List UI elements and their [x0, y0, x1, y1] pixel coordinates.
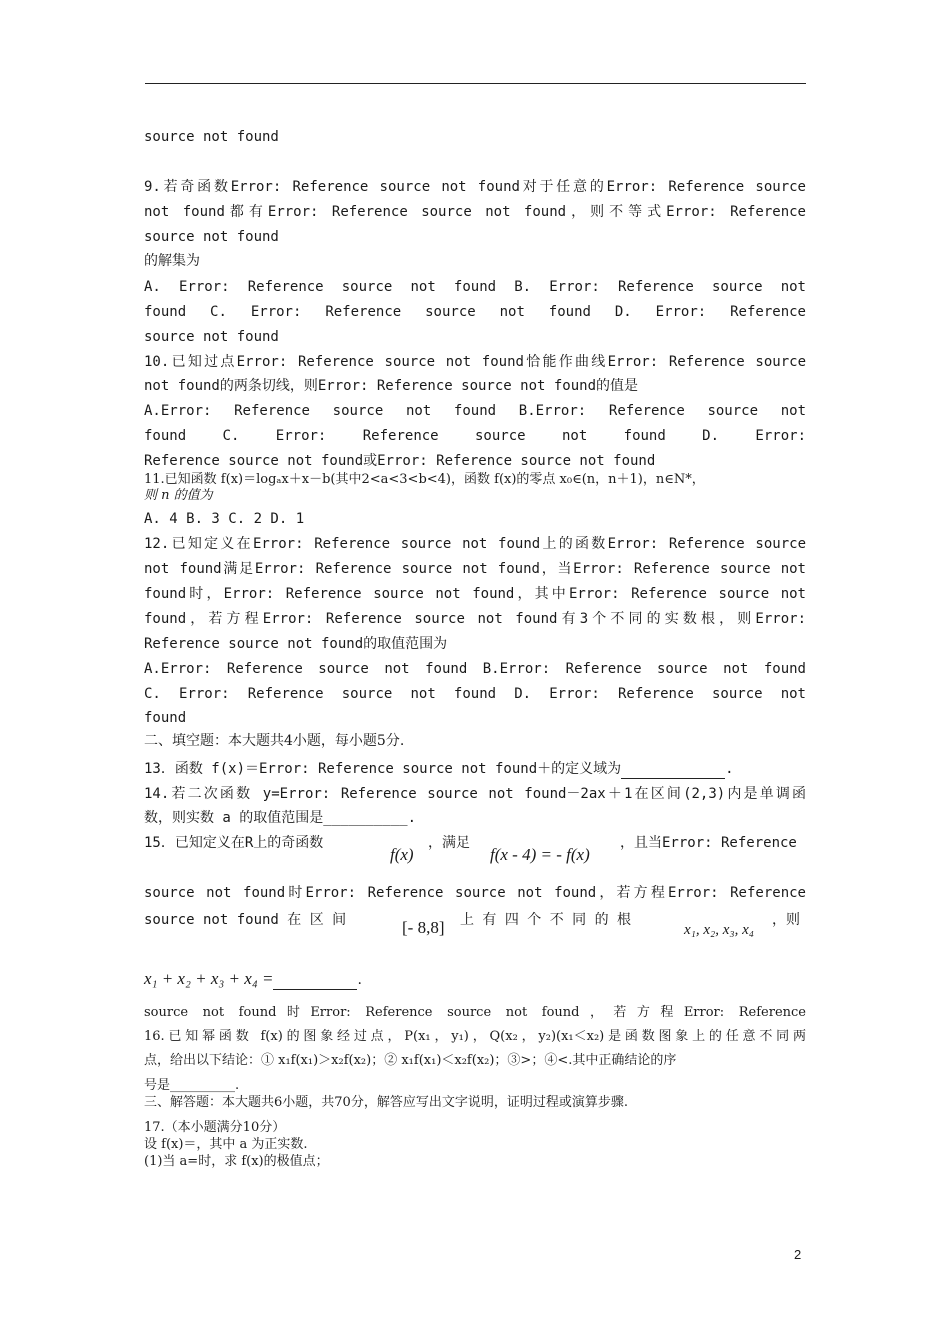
answer-blank	[621, 760, 725, 779]
text-line: not found的两条切线，则Error: Reference source not found的值是	[144, 378, 639, 394]
option-line: found C. Error: Reference source not found D. Error:	[144, 428, 806, 444]
option-line: A. 4 B. 3 C. 2 D. 1	[144, 511, 305, 527]
q15-fx: f(x)	[390, 845, 414, 864]
text-line: 的解集为	[144, 253, 200, 269]
option-line: Reference source not found或Error: Reference source not found	[144, 453, 656, 469]
text-line: source not found	[144, 129, 279, 145]
text-line: 16.已知幂函数 f(x)的图象经过点，P(x₁，y₁)，Q(x₂，y₂)(x₁＜x₂)是函数图象上的任意不同两	[144, 1029, 806, 1044]
question-11: 11.已知函数 f(x)＝logₐx＋x－b(其中2<a<3<b<4)，函数 f(x)的零点 x₀∈(n，n＋1)，n∈N*，	[144, 472, 705, 487]
text-line: not found都有Error: Reference source not found，则不等式Error: Reference	[144, 204, 806, 220]
header-rule	[145, 83, 806, 84]
section-heading: 号是__________.	[144, 1078, 240, 1093]
section-heading: 二、填空题：本大题共4小题，每小题5分.	[144, 733, 405, 749]
q15-interval: [- 8,8]	[402, 918, 445, 937]
answer-blank	[273, 971, 357, 990]
question-9: 9.若奇函数Error: Reference source not found对于任意的Error: Reference source	[144, 179, 806, 195]
q15-sum-end: .	[357, 972, 362, 988]
question-14: 14.若二次函数 y=Error: Reference source not found－2ax＋1在区间(2,3)内是单调函	[144, 786, 806, 802]
q15-sum-line	[144, 970, 362, 990]
question-13-text: 13．函数 f(x)＝Error: Reference source not found＋的定义域为	[144, 761, 622, 777]
text-line: 数，则实数 a 的取值范围是__________.	[144, 810, 417, 826]
option-line: source not found	[144, 329, 279, 345]
question-15	[144, 834, 323, 852]
q15-suffix: ，且当Error: Reference	[620, 835, 797, 851]
text-line: not found满足Error: Reference source not found，当Error: Reference source not	[144, 561, 806, 577]
text-line: found，若方程Error: Reference source not found有3个不同的实数根，则Error:	[144, 611, 806, 627]
option-line: A. Error: Reference source not found B. Error: Reference source not	[144, 279, 806, 295]
text-line: source not found	[144, 229, 279, 245]
q15-sum: x₁ + x₂ + x₃ + x₄ =	[144, 969, 274, 988]
option-line: C. Error: Reference source not found D. Error: Reference source not	[144, 686, 806, 702]
question-17: 三、解答题：本大题共6小题，共70分，解答应写出文字说明，证明过程或演算步骤.	[144, 1095, 628, 1110]
text-line: 点，给出以下结论：① x₁f(x₁)＞x₂f(x₂)；② x₁f(x₁)＜x₂f(x₂)；③>；④<.其中正确结论的序	[144, 1053, 677, 1068]
option-line: found C. Error: Reference source not found D. Error: Reference	[144, 304, 806, 320]
q15-line2-mid: 上 有 四 个 不 同 的 根	[460, 912, 632, 928]
text-line: (1)当 a=时，求 f(x)的极值点；	[144, 1154, 329, 1169]
question-10: 10.已知过点Error: Reference source not found恰能作曲线Error: Reference source	[144, 354, 806, 370]
text-line: source not found时Error: Reference source not found，若方程Error: Reference	[144, 885, 806, 901]
text-line: 17.（本小题满分10分）	[144, 1120, 286, 1135]
text-line: 则 n 的值为	[144, 488, 213, 503]
q15-line2-end: ，则	[772, 912, 800, 928]
page-number: 2	[794, 1247, 802, 1262]
question-16: source not found时Error: Reference source not found，若方程Error: Reference	[144, 1005, 806, 1020]
q15-comma: ，满足	[428, 835, 470, 851]
text-line: Reference source not found的取值范围为	[144, 636, 448, 652]
text-line: 设 f(x)＝，其中 a 为正实数.	[144, 1137, 308, 1152]
option-line: A.Error: Reference source not found B.Error: Reference source not found	[144, 661, 806, 677]
option-line: found	[144, 710, 187, 726]
q15-line2: source not found 在 区 间	[144, 912, 347, 928]
text-line: found时，Error: Reference source not found，其中Error: Reference source not	[144, 586, 806, 602]
q15-prefix: 15．已知定义在R上的奇函数	[144, 835, 324, 851]
q15-equation: f(x - 4) = - f(x)	[490, 845, 590, 864]
option-line: A.Error: Reference source not found B.Error: Reference source not	[144, 403, 806, 419]
question-12: 12.已知定义在Error: Reference source not found上的函数Error: Reference source	[144, 536, 806, 552]
question-13: 13．函数 f(x)＝Error: Reference source not found＋的定义域为 .	[144, 761, 734, 777]
q15-roots: x₁, x₂, x₃, x₄	[684, 922, 754, 938]
